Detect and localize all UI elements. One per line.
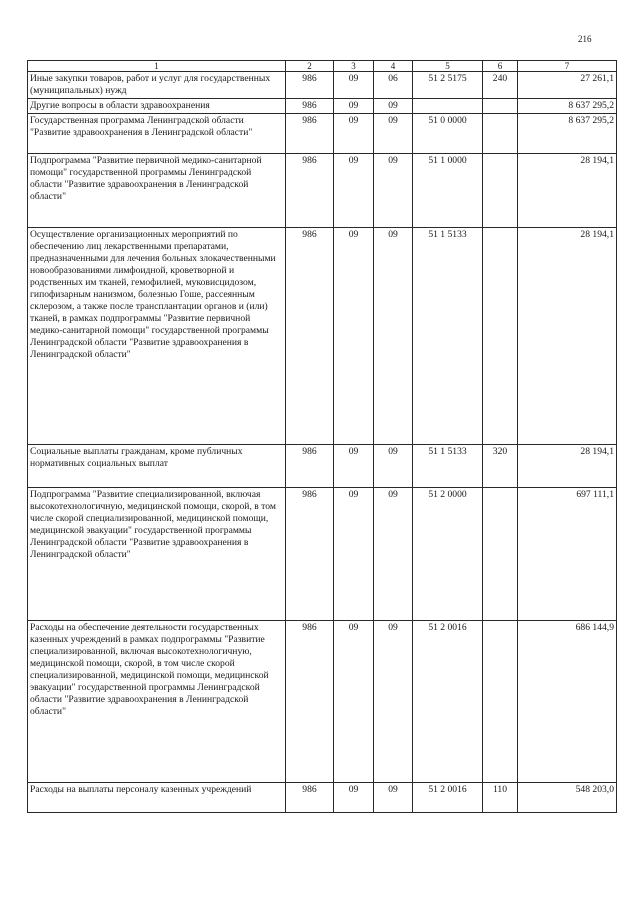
row-csr: 51 1 5133: [413, 445, 483, 488]
budget-table: [27, 60, 617, 813]
row-amount: 28 194,1: [518, 154, 617, 228]
row-pr: 09: [374, 488, 413, 621]
row-csr: 51 2 0016: [413, 621, 483, 783]
row-csr: 51 1 0000: [413, 154, 483, 228]
row-grbs: 986: [286, 621, 334, 783]
header-cell: 2: [286, 61, 334, 72]
row-grbs: 986: [286, 99, 334, 114]
row-rz: 09: [334, 445, 374, 488]
row-pr: 09: [374, 154, 413, 228]
row-name: Подпрограмма "Развитие первичной медико-санитарной помощи" государственной программы Ленинградской области "Развитие здравоохранения в Ленинградской области": [28, 154, 286, 228]
row-pr: 09: [374, 114, 413, 154]
row-vr: [483, 99, 518, 114]
header-row: [28, 61, 617, 72]
row-rz: 09: [334, 72, 374, 99]
row-pr: 09: [374, 621, 413, 783]
row-vr: [483, 488, 518, 621]
table-row: [28, 621, 617, 783]
header-cell: 7: [518, 61, 617, 72]
table-row: [28, 72, 617, 99]
table-row: [28, 445, 617, 488]
row-vr: 240: [483, 72, 518, 99]
row-pr: 09: [374, 228, 413, 445]
header-cell: 5: [413, 61, 483, 72]
table-row: [28, 99, 617, 114]
row-vr: [483, 154, 518, 228]
row-csr: [413, 99, 483, 114]
table-row: [28, 783, 617, 813]
row-rz: 09: [334, 488, 374, 621]
row-vr: [483, 114, 518, 154]
row-rz: 09: [334, 99, 374, 114]
row-rz: 09: [334, 114, 374, 154]
row-grbs: 986: [286, 72, 334, 99]
row-rz: 09: [334, 621, 374, 783]
row-csr: 51 2 0016: [413, 783, 483, 813]
row-csr: 51 2 0000: [413, 488, 483, 621]
row-vr: [483, 228, 518, 445]
row-grbs: 986: [286, 445, 334, 488]
row-amount: 8 637 295,2: [518, 99, 617, 114]
row-name: Иные закупки товаров, работ и услуг для государственных (муниципальных) нужд: [28, 72, 286, 99]
row-vr: [483, 621, 518, 783]
page-number: 216: [578, 34, 592, 44]
row-csr: 51 1 5133: [413, 228, 483, 445]
row-pr: 09: [374, 783, 413, 813]
row-amount: 28 194,1: [518, 228, 617, 445]
header-cell: 3: [334, 61, 374, 72]
header-cell: 6: [483, 61, 518, 72]
row-grbs: 986: [286, 783, 334, 813]
row-rz: 09: [334, 783, 374, 813]
row-name: Осуществление организационных мероприятий по обеспечению лиц лекарственными препаратами, предназначенными для лечения больных злокачественными новообразованиями лимфоидной, кроветворной и родственных им тканей, гемофилией, муковисцидозом, гипофизарным нанизмом, болезнью Гоше, рассеянным склерозом, а также после трансплантации органов и (или) тканей, в рамках подпрограммы "Развитие первичной медико-санитарной помощи" государственной программы Ленинградской области "Развитие здравоохранения в Ленинградской области": [28, 228, 286, 445]
row-vr: 110: [483, 783, 518, 813]
table-row: [28, 154, 617, 228]
row-name: Государственная программа Ленинградской области "Развитие здравоохранения в Ленинградской области": [28, 114, 286, 154]
row-csr: 51 0 0000: [413, 114, 483, 154]
row-grbs: 986: [286, 154, 334, 228]
header-cell: 1: [28, 61, 286, 72]
row-pr: 09: [374, 445, 413, 488]
table-row: [28, 114, 617, 154]
row-pr: 09: [374, 99, 413, 114]
row-grbs: 986: [286, 228, 334, 445]
row-amount: 27 261,1: [518, 72, 617, 99]
row-rz: 09: [334, 228, 374, 445]
row-amount: 28 194,1: [518, 445, 617, 488]
row-name: Подпрограмма "Развитие специализированной, включая высокотехнологичную, медицинской помощи, скорой, в том числе скорой специализированной, медицинской помощи, медицинской эвакуации" государственной программы Ленинградской области "Развитие здравоохранения в Ленинградской области": [28, 488, 286, 621]
row-name: Расходы на обеспечение деятельности государственных казенных учреждений в рамках подпрограммы "Развитие специализированной, включая высокотехнологичную, медицинской помощи, скорой, в том числе скорой специализированной, медицинской помощи, медицинской эвакуации" государственной программы Ленинградской области "Развитие здравоохранения в Ленинградской области": [28, 621, 286, 783]
row-rz: 09: [334, 154, 374, 228]
row-name: Расходы на выплаты персоналу казенных учреждений: [28, 783, 286, 813]
row-grbs: 986: [286, 488, 334, 621]
row-vr: 320: [483, 445, 518, 488]
row-name: Социальные выплаты гражданам, кроме публичных нормативных социальных выплат: [28, 445, 286, 488]
row-amount: 686 144,9: [518, 621, 617, 783]
row-grbs: 986: [286, 114, 334, 154]
row-name: Другие вопросы в области здравоохранения: [28, 99, 286, 114]
table-row: [28, 228, 617, 445]
row-amount: 8 637 295,2: [518, 114, 617, 154]
header-cell: 4: [374, 61, 413, 72]
table-row: [28, 488, 617, 621]
row-pr: 06: [374, 72, 413, 99]
row-amount: 548 203,0: [518, 783, 617, 813]
row-csr: 51 2 5175: [413, 72, 483, 99]
row-amount: 697 111,1: [518, 488, 617, 621]
